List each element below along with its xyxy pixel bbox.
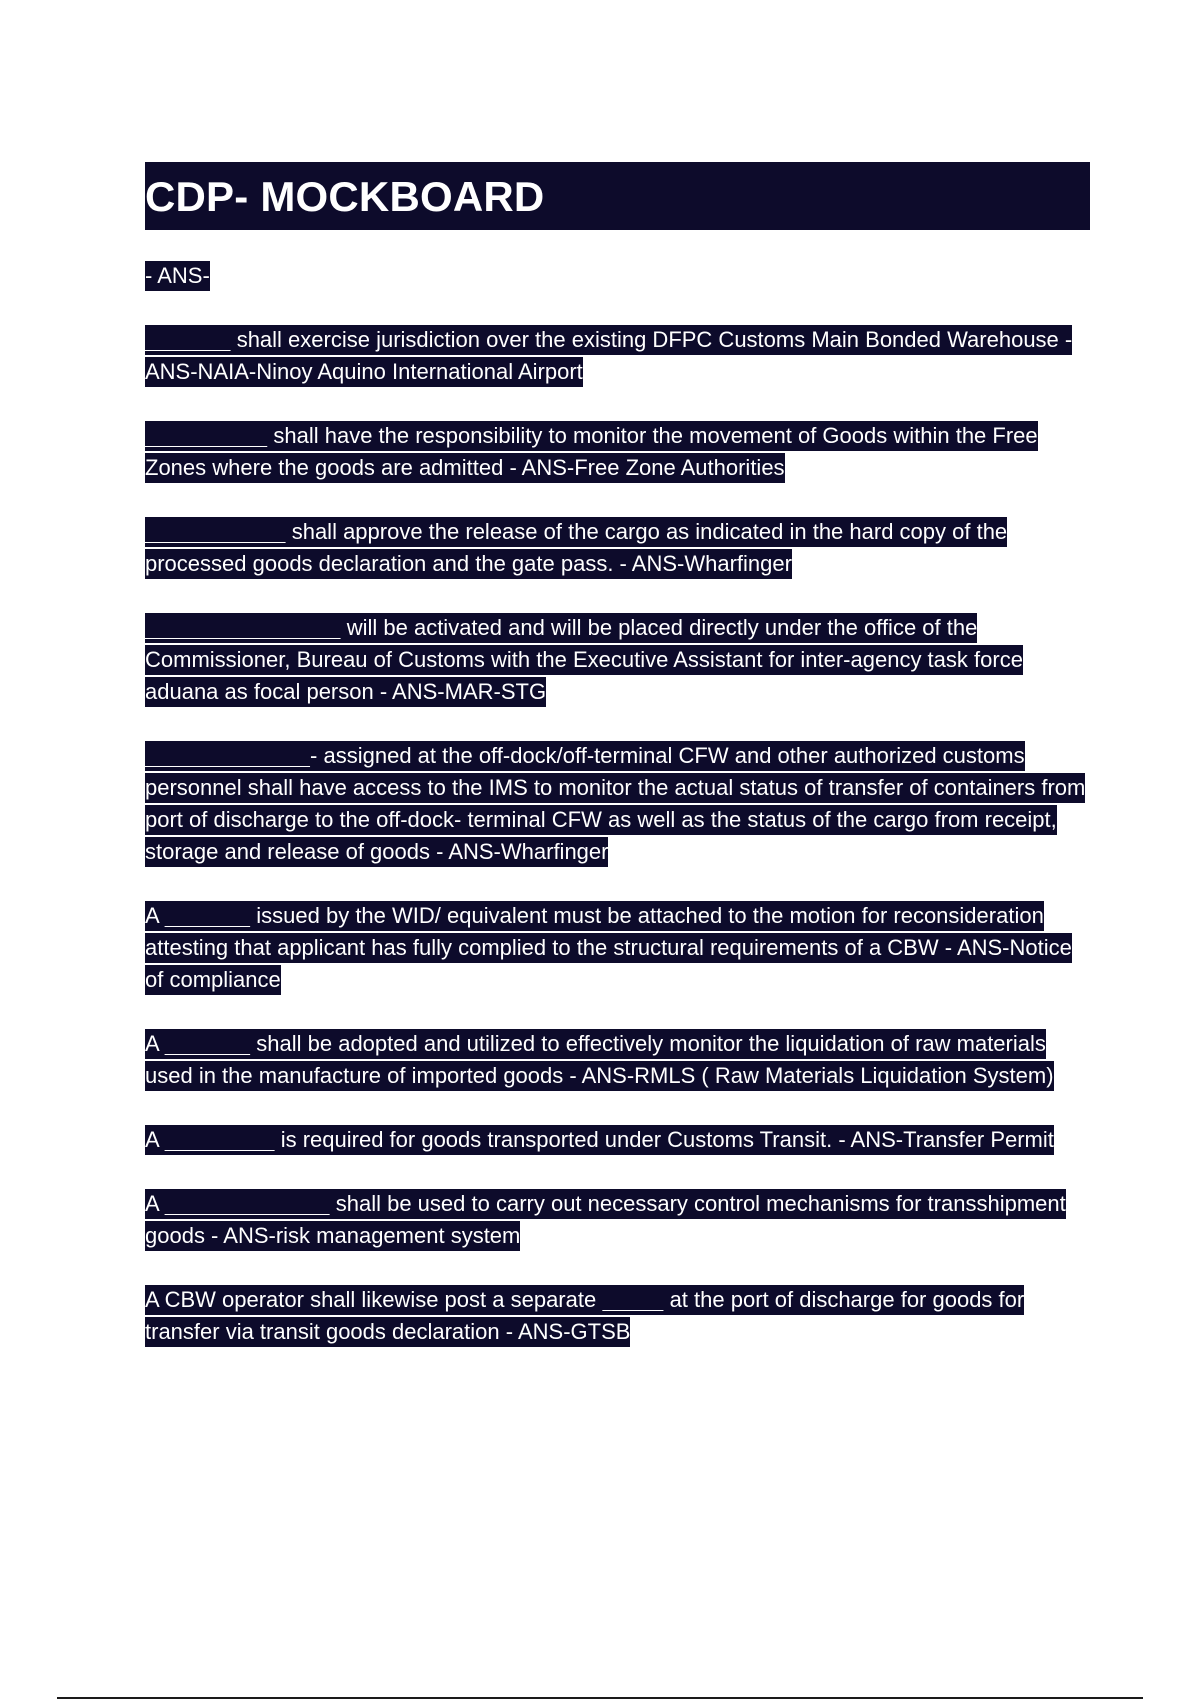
title-bar	[145, 162, 1090, 230]
question-text: shall be used to carry out necessary control mechanisms for transshipment goods - ANS-risk management system	[145, 1191, 1066, 1248]
answer-blank	[165, 1191, 330, 1216]
question-item	[145, 420, 1090, 484]
question-text-wrap	[145, 901, 1072, 995]
question-text: will be activated and will be placed directly under the office of the Commissioner, Bureau of Customs with the Executive Assistant for inter-agency task force aduana as focal person - ANS-MAR-STG	[145, 615, 1023, 704]
question-text: shall be adopted and utilized to effectively monitor the liquidation of raw materials used in the manufacture of imported goods - ANS-RMLS ( Raw Materials Liquidation System)	[145, 1031, 1054, 1088]
question-text: is required for goods transported under Customs Transit. - ANS-Transfer Permit	[274, 1127, 1054, 1152]
answer-blank	[145, 615, 341, 640]
answer-blank	[145, 327, 231, 352]
answer-blank	[165, 1127, 275, 1152]
answer-blank	[145, 519, 286, 544]
question-prefix: A CBW operator shall likewise post a separate	[145, 1287, 603, 1312]
question-text-wrap	[145, 421, 1038, 483]
question-prefix: A	[145, 1031, 165, 1056]
answer-blank	[602, 1287, 663, 1312]
footer-divider	[57, 1697, 1143, 1699]
question-text: issued by the WID/ equivalent must be attached to the motion for reconsideration attesting that applicant has fully complied to the structural requirements of a CBW - ANS-Notice of compliance	[145, 903, 1072, 992]
answer-blank	[145, 423, 267, 448]
question-prefix: A	[145, 1191, 165, 1216]
question-text-wrap	[145, 1125, 1054, 1155]
question-item	[145, 1188, 1090, 1252]
document-content	[145, 162, 1090, 1348]
answer-blank	[165, 1031, 251, 1056]
page-title: CDP- MOCKBOARD	[145, 173, 545, 220]
question-prefix: A	[145, 903, 165, 928]
subtitle: - ANS-	[145, 261, 210, 291]
question-item	[145, 1124, 1090, 1156]
question-item	[145, 324, 1090, 388]
question-text: shall have the responsibility to monitor the movement of Goods within the Free Zones where the goods are admitted - ANS-Free Zone Authorities	[145, 423, 1038, 480]
question-item	[145, 516, 1090, 580]
question-prefix: A	[145, 1127, 165, 1152]
question-item	[145, 1284, 1090, 1348]
question-text: shall approve the release of the cargo as indicated in the hard copy of the processed goods declaration and the gate pass. - ANS-Wharfinger	[145, 519, 1008, 576]
question-text-wrap	[145, 325, 1072, 387]
subtitle-block	[145, 260, 1090, 292]
question-text-wrap	[145, 517, 1007, 579]
question-text: at the port of discharge for goods for transfer via transit goods declaration - ANS-GTSB	[145, 1287, 1025, 1344]
question-text-wrap	[145, 1285, 1024, 1347]
question-item	[145, 900, 1090, 996]
question-item	[145, 612, 1090, 708]
answer-blank	[165, 903, 251, 928]
question-item	[145, 1028, 1090, 1092]
question-item	[145, 740, 1090, 868]
question-text-wrap	[145, 1029, 1054, 1091]
question-text: - assigned at the off-dock/off-terminal CFW and other authorized customs personnel shall have access to the IMS to monitor the actual status of transfer of containers from port of discharge to the off-dock- terminal CFW as well as the status of the cargo from receipt, storage and release of goods - ANS-Wharfinger	[145, 743, 1086, 864]
question-text-wrap	[145, 1189, 1066, 1251]
answer-blank	[145, 743, 310, 768]
question-text-wrap	[145, 741, 1085, 867]
question-text: shall exercise jurisdiction over the existing DFPC Customs Main Bonded Warehouse - ANS-NAIA-Ninoy Aquino International Airport	[145, 327, 1073, 384]
question-text-wrap	[145, 613, 1023, 707]
